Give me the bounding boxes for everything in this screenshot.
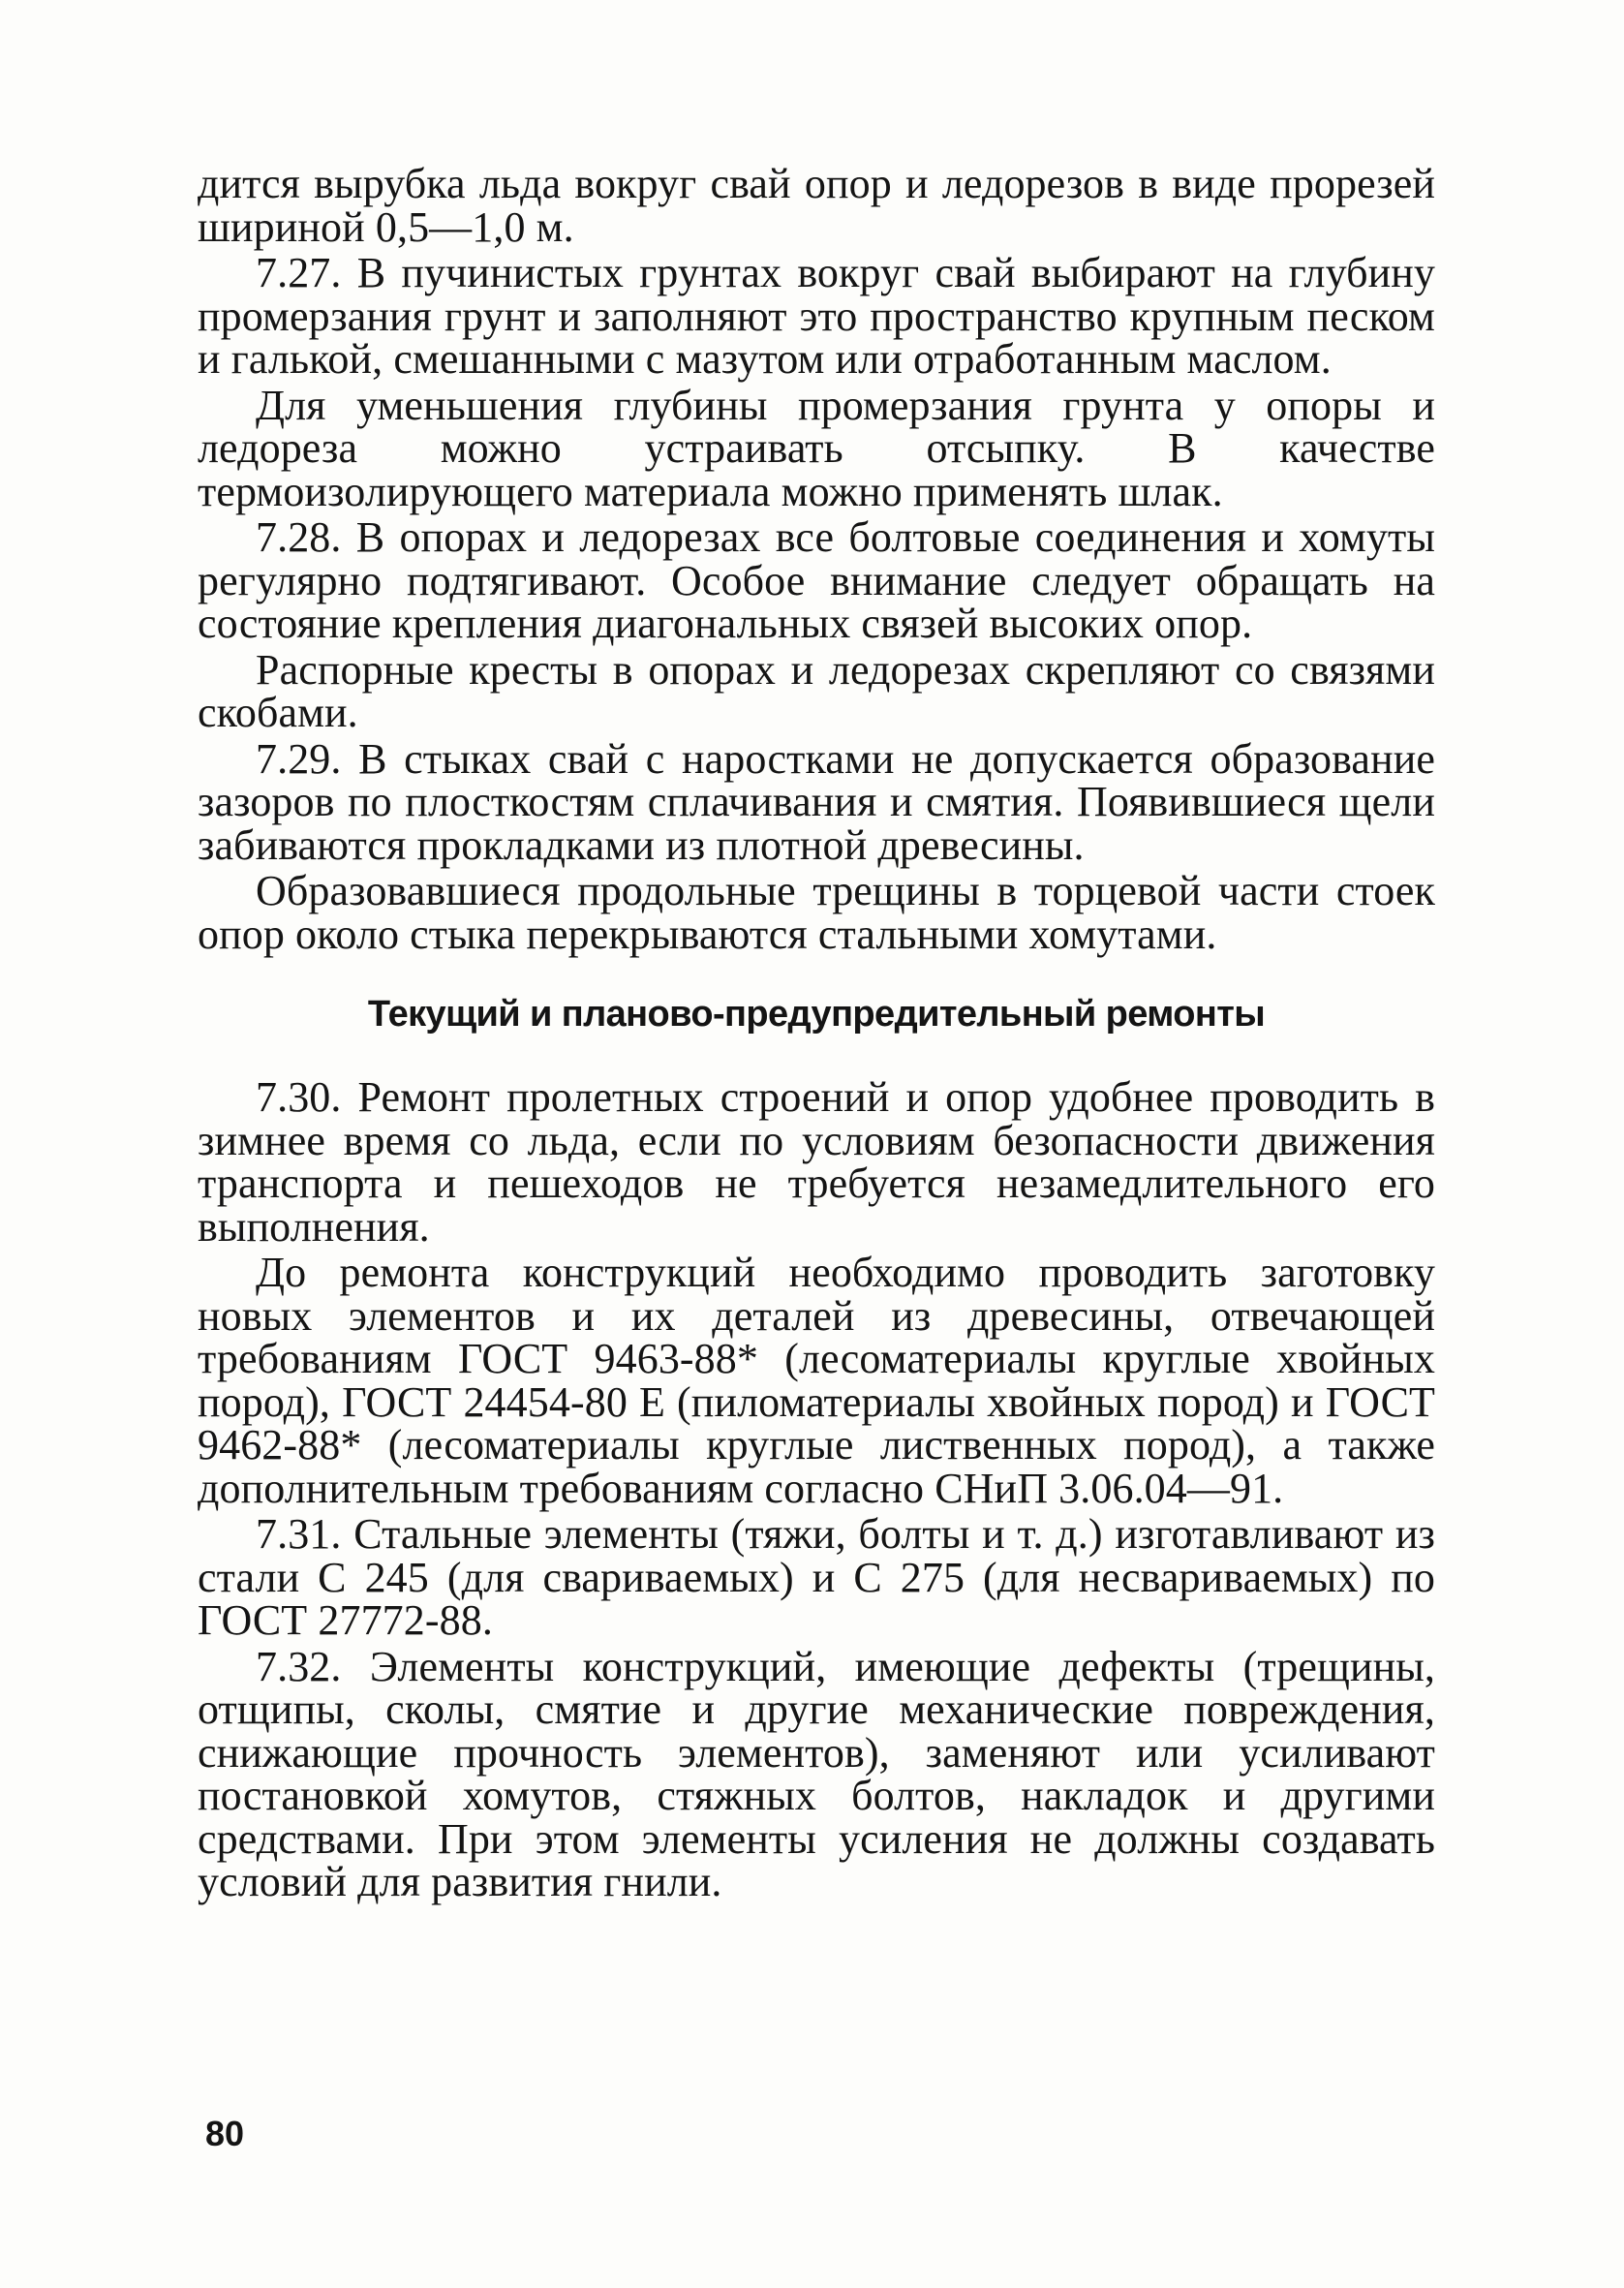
page-number: 80 (205, 2114, 245, 2153)
paragraph-cracks: Образовавшиеся продольные трещины в торцевой части стоек опор около стыка перекрываются стальными хомутами. (198, 867, 1435, 958)
paragraph-7-30: 7.30. Ремонт пролетных строений и опор удобнее проводить в зимнее время со льда, если по условиям безопасности движения транспорта и пешеходов не требуется незамедлительного его выполнения. (198, 1073, 1435, 1251)
paragraph-7-27: 7.27. В пучинистых грунтах вокруг свай выбирают на глубину промерзания грунт и заполняют это пространство крупным песком и галькой, смешанными с мазутом или отработанным маслом. (198, 249, 1435, 383)
paragraph-7-29: 7.29. В стыках свай с наростками не допускается образование зазоров по плосткостям сплачивания и смятия. Появившиеся щели забиваются прокладками из плотной древесины. (198, 734, 1435, 869)
paragraph-continuation: дится вырубка льда вокруг свай опор и ледорезов в виде прорезей шириной 0,5—1,0 м. (198, 160, 1435, 251)
section-heading: Текущий и планово-предупредительный ремонты (367, 994, 1266, 1035)
paragraph-braces: Распорные кресты в опорах и ледорезах скрепляют со связями скобами. (198, 645, 1435, 736)
paragraph-7-28: 7.28. В опорах и ледорезах все болтовые соединения и хомуты регулярно подтягивают. Особое внимание следует обращать на состояние крепления диагональных связей высоких опор. (198, 513, 1435, 647)
paragraph-7-32: 7.32. Элементы конструкций, имеющие дефекты (трещины, отщипы, сколы, смятие и другие механические повреждения, снижающие прочность элементов), заменяют или усиливают постановкой хомутов, стяжных болтов, накладок и другими средствами. При этом элементы усиления не должны создавать условий для развития гнили. (198, 1642, 1435, 1905)
paragraph-7-31: 7.31. Стальные элементы (тяжи, болты и т. д.) изготавливают из стали С 245 (для свариваемых) и С 275 (для несвариваемых) по ГОСТ 27772-88. (198, 1510, 1435, 1644)
paragraph-frost-depth: Для уменьшения глубины промерзания грунта у опоры и ледореза можно устраивать отсыпку. В качестве термоизолирующего материала можно применять шлак. (198, 381, 1435, 515)
body-text (198, 160, 1435, 1907)
paragraph-gost-requirements: До ремонта конструкций необходимо проводить заготовку новых элементов и их деталей из древесины, отвечающей требованиям ГОСТ 9463-88* (лесоматериалы круглые хвойных пород), ГОСТ 24454-80 Е (пиломатериалы хвойных пород) и ГОСТ 9462-88* (лесоматериалы круглые лиственных пород), а также дополнительным требованиям согласно СНиП 3.06.04—91. (198, 1249, 1435, 1512)
